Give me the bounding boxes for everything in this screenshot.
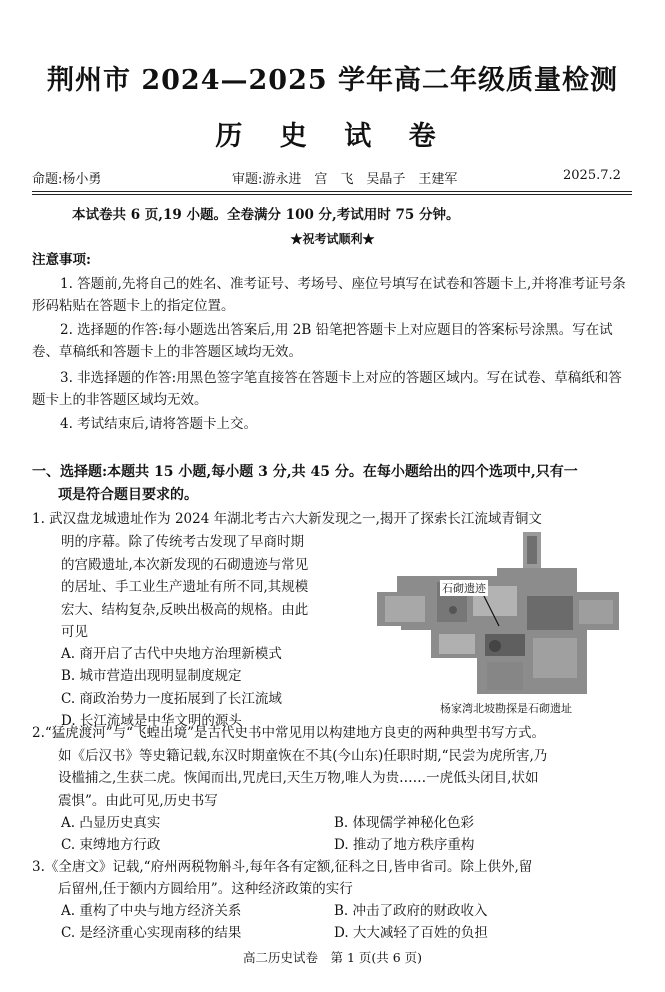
q1-option-c: C. 商政治势力一度拓展到了长江流域 xyxy=(61,691,282,707)
subject-title: 历 史 试 卷 xyxy=(215,121,450,152)
q2-option-a: A. 凸显历史真实 xyxy=(61,815,161,831)
q1-option-b: B. 城市营造出现明显制度规定 xyxy=(61,668,242,684)
q2-option-d: D. 推动了地方秩序重构 xyxy=(334,837,475,853)
note-item-1: 1. 答题前,先将自己的姓名、准考证号、考场号、座位号填写在试卷和答题卡上,并将准考证号条形码粘贴在答题卡上的指定位置。 xyxy=(32,276,626,314)
exam-title: 荆州市 2024—2025 学年高二年级质量检测 xyxy=(46,65,619,96)
good-luck-wish: ★祝考试顺利★ xyxy=(290,232,375,246)
q1-option-d: D. 长江流域是中华文明的源头 xyxy=(61,713,242,729)
figure-caption: 杨家湾北坡勘探是石砌遗址 xyxy=(440,702,572,715)
header-rule-bottom xyxy=(32,194,632,195)
excavation-site-photo xyxy=(377,530,619,694)
note-item-3: 3. 非选择题的作答:用黑色签字笔直接答在答题卡上对应的答题区域内。写在试卷、草稿纸和答题卡上的非答题区域均无效。 xyxy=(32,370,622,408)
q3-line2: 后留州,任于额内方圆给用”。这种经济政策的实行 xyxy=(58,881,353,897)
section1-heading-line2: 项是符合题目要求的。 xyxy=(58,487,198,503)
exam-date: 2025.7.2 xyxy=(563,168,621,183)
q3-option-b: B. 冲击了政府的财政收入 xyxy=(334,903,488,919)
q2-option-b: B. 体现儒学神秘化色彩 xyxy=(334,815,475,831)
author-line: 命题:杨小勇 xyxy=(32,172,102,187)
reviewers-line: 审题:游永进 宫 飞 吴晶子 王建军 xyxy=(232,172,458,187)
q3-option-d: D. 大大减轻了百姓的负担 xyxy=(334,925,488,941)
note-item-4: 4. 考试结束后,请将答题卡上交。 xyxy=(60,416,257,432)
q2-line1: 2.“猛虎渡河”与“飞蝗出境”是古代史书中常见用以构建地方良吏的两种典型书写方式。 xyxy=(32,725,545,741)
q2-line2: 如《后汉书》等史籍记载,东汉时期童恢在不其(今山东)任职时期,“民尝为虎所害,乃 xyxy=(58,748,548,764)
page-footer: 高二历史试卷 第 1 页(共 6 页) xyxy=(242,950,423,965)
q1-option-a: A. 商开启了古代中央地方治理新模式 xyxy=(61,646,282,662)
q1-line5: 宏大、结构复杂,反映出极高的规格。由此 xyxy=(61,602,309,618)
q3-option-c: C. 是经济重心实现南移的结果 xyxy=(61,925,242,941)
q1-line2: 明的序幕。除了传统考古发现了早商时期 xyxy=(61,534,304,550)
q3-line1: 3.《全唐文》记载,“府州两税物斛斗,每年各有定额,征科之日,皆申省司。除上供外,留 xyxy=(32,859,533,875)
figure-label-stone-remains: 石砌遗迹 xyxy=(442,582,486,595)
section1-heading-line1: 一、选择题:本题共 15 小题,每小题 3 分,共 45 分。在每小题给出的四个选项中,只有一 xyxy=(32,464,578,480)
notes-heading: 注意事项: xyxy=(32,252,91,268)
q1-line4: 的居址、手工业生产遗址有所不同,其规模 xyxy=(61,579,309,595)
q1-line1: 1. 武汉盘龙城遗址作为 2024 年湖北考古六大新发现之一,揭开了探索长江流域青铜文 xyxy=(32,511,542,527)
q3-option-a: A. 重构了中央与地方经济关系 xyxy=(61,903,242,919)
header-rule-top xyxy=(32,191,632,192)
exam-summary: 本试卷共 6 页,19 小题。全卷满分 100 分,考试用时 75 分钟。 xyxy=(72,207,460,223)
q2-line4: 震惧”。由此可见,历史书写 xyxy=(58,793,218,809)
q2-line3: 设槛捕之,生获二虎。恢闻而出,咒虎曰,天生万物,唯人为贵……一虎低头闭目,状如 xyxy=(58,770,539,786)
q1-line6: 可见 xyxy=(61,624,88,640)
q1-line3: 的宫殿遗址,本次新发现的石砌遗迹与常见 xyxy=(61,557,309,573)
q2-option-c: C. 束缚地方行政 xyxy=(61,837,161,853)
note-item-2: 2. 选择题的作答:每小题选出答案后,用 2B 铅笔把答题卡上对应题目的答案标号涂黑。写在试卷、草稿纸和答题卡上的非答题区域均无效。 xyxy=(32,322,613,360)
